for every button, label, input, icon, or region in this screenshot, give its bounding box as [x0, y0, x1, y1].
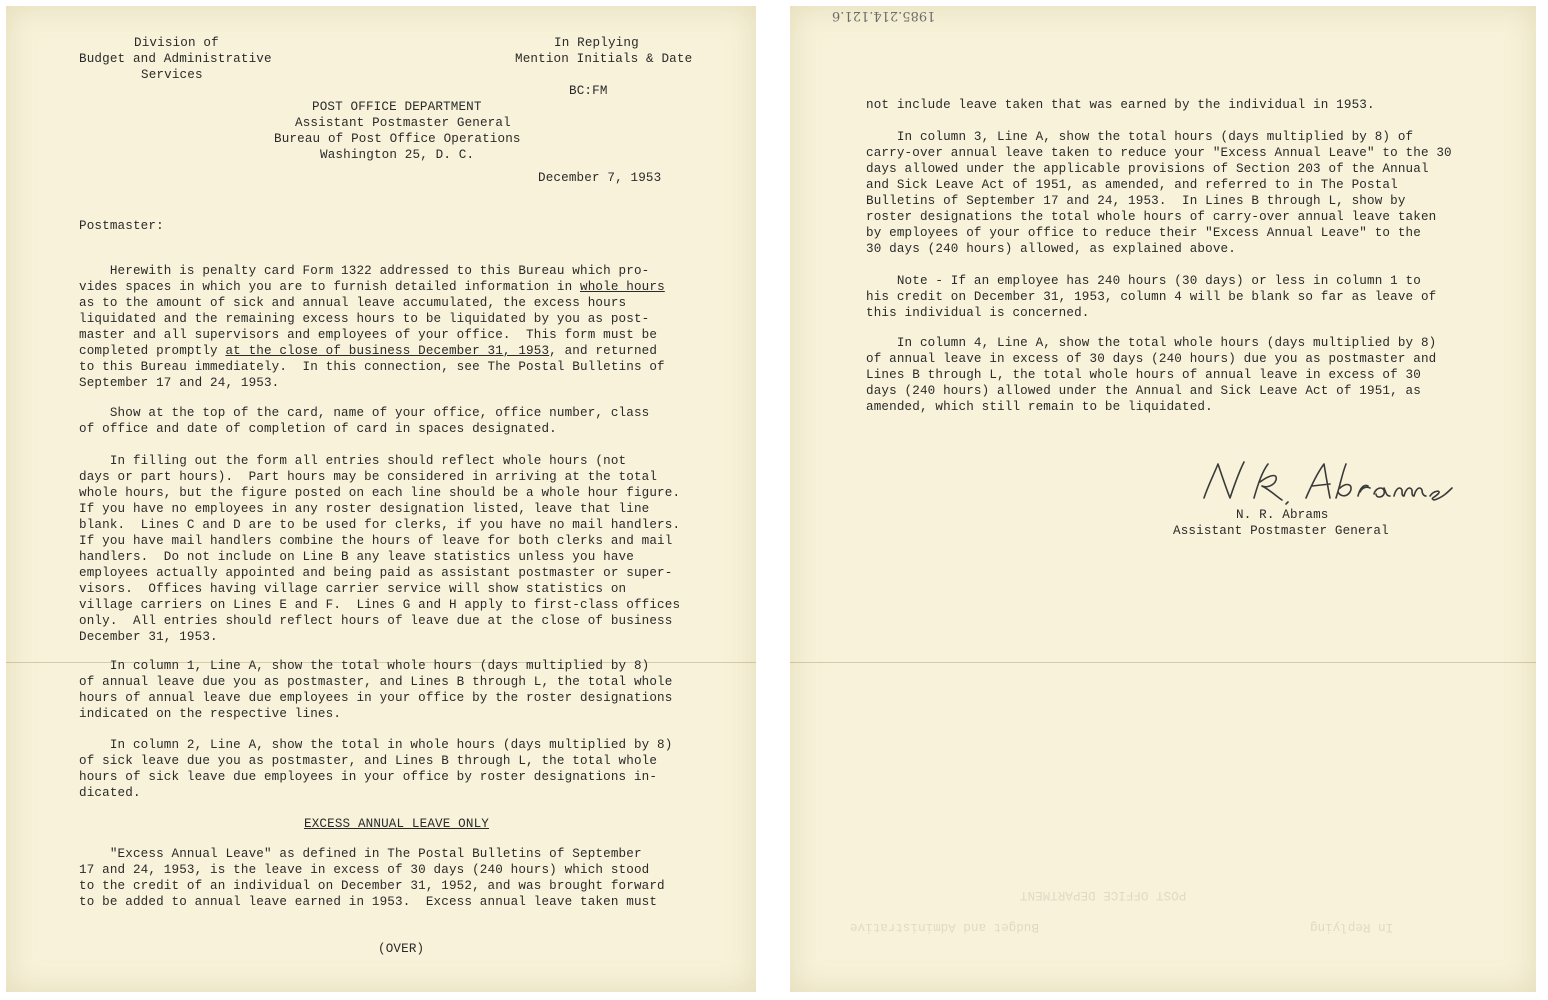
text-line: roster designations the total whole hours of carry-over annual leave taken: [866, 210, 1437, 224]
text-line: employees actually appointed and being paid as assistant postmaster or super-: [79, 566, 673, 580]
text-line: If you have mail handlers combine the hours of leave for both clerks and mail: [79, 534, 673, 548]
text-line: December 31, 1953.: [79, 630, 218, 644]
text-line: vides spaces in which you are to furnish detailed information in whole hours: [79, 280, 665, 294]
letterhead-line: Washington 25, D. C.: [320, 148, 475, 162]
text-line: In column 3, Line A, show the total hours (days multiplied by 8) of: [866, 130, 1414, 144]
text-line: to the credit of an individual on December 31, 1952, and was brought forward: [79, 879, 665, 893]
text-line: In column 1, Line A, show the total whole hours (days multiplied by 8): [79, 659, 650, 673]
letterhead-line: Assistant Postmaster General: [295, 116, 511, 130]
reply-line: Mention Initials & Date: [515, 52, 693, 66]
text-line: not include leave taken that was earned by the individual in 1953.: [866, 98, 1375, 112]
text-line: carry-over annual leave taken to reduce your "Excess Annual Leave" to the 30: [866, 146, 1452, 160]
text-line: master and all supervisors and employees of your office. This form must be: [79, 328, 658, 342]
text-line: of office and date of completion of card in spaces designated.: [79, 422, 557, 436]
text-line: Bulletins of September 17 and 24, 1953. In Lines B through L, show by: [866, 194, 1406, 208]
division-line: Services: [141, 68, 203, 82]
text-line: his credit on December 31, 1953, column 4 will be blank so far as leave of: [866, 290, 1437, 304]
letter-page-1: [6, 6, 756, 992]
text-line: Note - If an employee has 240 hours (30 days) or less in column 1 to: [866, 274, 1421, 288]
text-line: hours of annual leave due employees in your office by the roster designations: [79, 691, 673, 705]
letter-date: December 7, 1953: [538, 171, 662, 185]
text-line: blank. Lines C and D are to be used for clerks, if you have no mail handlers.: [79, 518, 681, 532]
salutation: Postmaster:: [79, 219, 164, 233]
text-line: Herewith is penalty card Form 1322 addressed to this Bureau which pro-: [79, 264, 650, 278]
text-line: "Excess Annual Leave" as defined in The Postal Bulletins of September: [79, 847, 642, 861]
text-line: by employees of your office to reduce their "Excess Annual Leave" to the: [866, 226, 1421, 240]
signatory-name: N. R. Abrams: [1236, 508, 1329, 522]
text-line: days allowed under the applicable provisions of Section 203 of the Annual: [866, 162, 1429, 176]
text-line: dicated.: [79, 786, 141, 800]
page-fold-line: [790, 662, 1536, 663]
text-line: days or part hours). Part hours may be considered in arriving at the total: [79, 470, 658, 484]
text-line: In filling out the form all entries should reflect whole hours (not: [79, 454, 627, 468]
text-line: 17 and 24, 1953, is the leave in excess of 30 days (240 hours) which stood: [79, 863, 650, 877]
text-line: visors. Offices having village carrier service will show statistics on: [79, 582, 627, 596]
section-heading: EXCESS ANNUAL LEAVE ONLY: [304, 817, 489, 831]
text-line: September 17 and 24, 1953.: [79, 376, 280, 390]
text-line: of sick leave due you as postmaster, and Lines B through L, the total whole: [79, 754, 658, 768]
text-line: In column 4, Line A, show the total whole hours (days multiplied by 8): [866, 336, 1437, 350]
text-line: of annual leave in excess of 30 days (240 hours) due you as postmaster and: [866, 352, 1437, 366]
text-line: to be added to annual leave earned in 1953. Excess annual leave taken must: [79, 895, 658, 909]
text-line: liquidated and the remaining excess hours to be liquidated by you as post-: [79, 312, 650, 326]
text-line: days (240 hours) allowed under the Annual and Sick Leave Act of 1951, as: [866, 384, 1421, 398]
text-line: 30 days (240 hours) allowed, as explained above.: [866, 242, 1236, 256]
text-line: Lines B through L, the total whole hours of annual leave in excess of 30: [866, 368, 1421, 382]
reply-line: In Replying: [554, 36, 639, 50]
text-line: In column 2, Line A, show the total in whole hours (days multiplied by 8): [79, 738, 673, 752]
catalog-number: 1985.214.121.6: [832, 8, 936, 23]
bleed-text: In Replying: [1310, 919, 1394, 934]
text-line: village carriers on Lines E and F. Lines G and H apply to first-class offices: [79, 598, 681, 612]
text-line: of annual leave due you as postmaster, and Lines B through L, the total whole: [79, 675, 673, 689]
text-line: only. All entries should reflect hours of leave due at the close of business: [79, 614, 673, 628]
text-line: as to the amount of sick and annual leave accumulated, the excess hours: [79, 296, 627, 310]
bleed-text: Budget and Administrative: [850, 919, 1039, 934]
text-line: this individual is concerned.: [866, 306, 1090, 320]
division-line: Division of: [134, 36, 219, 50]
text-line: handlers. Do not include on Line B any leave statistics unless you have: [79, 550, 634, 564]
text-line: completed promptly at the close of business December 31, 1953, and returned: [79, 344, 658, 358]
text-line: and Sick Leave Act of 1951, as amended, and referred to in The Postal: [866, 178, 1398, 192]
text-line: Show at the top of the card, name of your office, office number, class: [79, 406, 650, 420]
handwritten-signature: [1198, 458, 1456, 510]
text-line: indicated on the respective lines.: [79, 707, 342, 721]
bleed-text: POST OFFICE DEPARTMENT: [1020, 887, 1187, 902]
letterhead-line: Bureau of Post Office Operations: [274, 132, 521, 146]
text-line: amended, which still remain to be liquidated.: [866, 400, 1213, 414]
over-marker: (OVER): [378, 942, 425, 956]
reference-initials: BC:FM: [569, 84, 608, 98]
text-line: to this Bureau immediately. In this connection, see The Postal Bulletins of: [79, 360, 665, 374]
letter-page-2: [790, 6, 1536, 992]
division-line: Budget and Administrative: [79, 52, 272, 66]
text-line: whole hours, but the figure posted on each line should be a whole hour figure.: [79, 486, 681, 500]
text-line: If you have no employees in any roster designation listed, leave that line: [79, 502, 650, 516]
letterhead-line: POST OFFICE DEPARTMENT: [312, 100, 482, 114]
text-line: hours of sick leave due employees in your office by roster designations in-: [79, 770, 658, 784]
signatory-title: Assistant Postmaster General: [1173, 524, 1389, 538]
